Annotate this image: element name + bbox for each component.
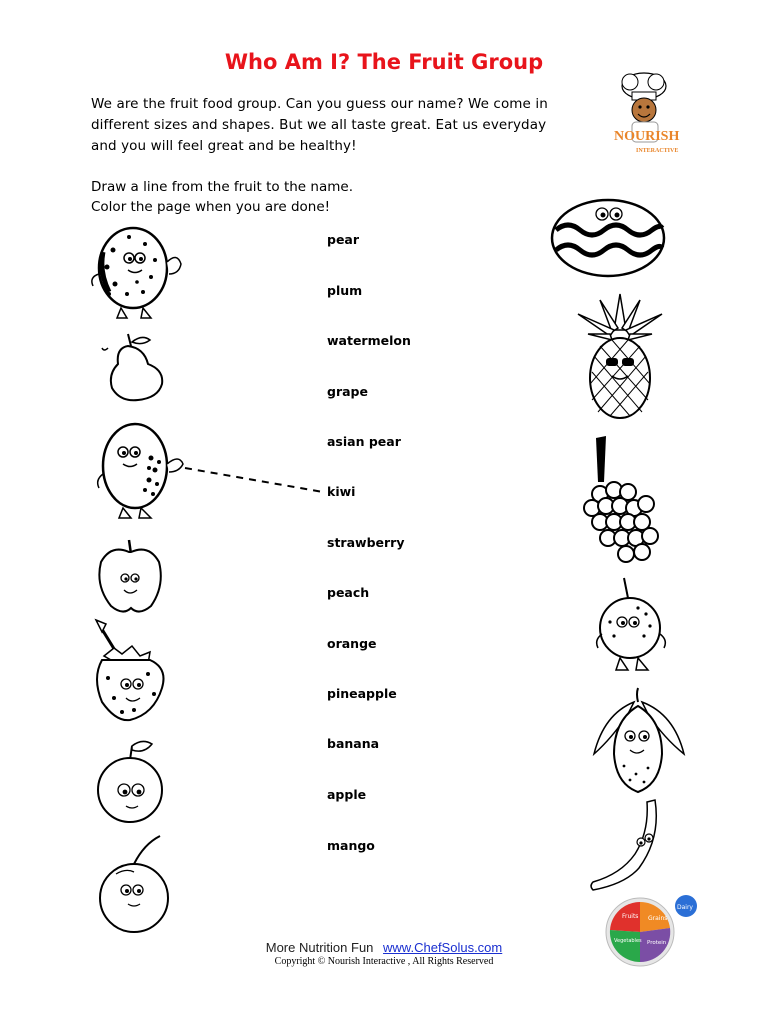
apple-drawing	[93, 536, 168, 618]
copyright: Copyright © Nourish Interactive , All Rights Reserved	[274, 956, 494, 967]
plate-protein-label: Protein	[647, 940, 667, 946]
fruit-name-grape[interactable]: grape	[327, 384, 368, 399]
plate-dairy-label: Dairy	[677, 904, 693, 911]
example-dashed-line	[183, 462, 325, 496]
watermelon-drawing	[548, 194, 668, 284]
fruit-name-orange[interactable]: orange	[327, 636, 377, 651]
fruit-name-peach[interactable]: peach	[327, 585, 370, 600]
fruit-name-apple[interactable]: apple	[327, 787, 367, 802]
footer-link[interactable]: www.ChefSolus.com	[383, 940, 503, 955]
orange-drawing	[594, 574, 678, 684]
plate-vegetables-label: Vegetables	[614, 938, 642, 944]
instructions	[91, 177, 511, 217]
grape-drawing	[580, 434, 665, 574]
footer-text: More Nutrition Fun	[265, 940, 374, 955]
intro-line: different sizes and shapes. But we all taste great. Eat us everyday	[91, 117, 547, 133]
logo-subtext: INTERACTIVE	[636, 148, 679, 154]
nourish-logo	[606, 70, 686, 160]
fruit-name-asian-pear[interactable]: asian pear	[327, 434, 401, 449]
peach-drawing	[92, 738, 172, 824]
pineapple-drawing	[570, 290, 670, 425]
pear-drawing	[98, 326, 173, 406]
plate-grains-label: Grains	[648, 915, 668, 922]
page-title: Who Am I? The Fruit Group	[224, 50, 544, 74]
plate-fruits-label: Fruits	[622, 913, 639, 920]
footer	[0, 940, 768, 955]
fruit-name-mango[interactable]: mango	[327, 838, 375, 853]
fruit-name-plum[interactable]: plum	[327, 283, 363, 298]
intro-paragraph	[91, 94, 591, 157]
fruit-name-pineapple[interactable]: pineapple	[327, 686, 397, 701]
intro-line: and you will feel great and be healthy!	[91, 138, 357, 154]
intro-line: We are the fruit food group. Can you guess our name? We come in	[91, 96, 548, 112]
instruction-line: Draw a line from the fruit to the name.	[91, 179, 353, 195]
asian-pear-drawing	[96, 830, 176, 934]
fruit-name-kiwi[interactable]: kiwi	[327, 484, 356, 499]
mango-drawing	[584, 684, 688, 800]
plum-drawing	[85, 222, 190, 322]
kiwi-drawing	[93, 418, 193, 528]
fruit-name-pear[interactable]: pear	[327, 232, 360, 247]
fruit-name-watermelon[interactable]: watermelon	[327, 333, 411, 348]
instruction-line: Color the page when you are done!	[91, 199, 331, 215]
fruit-name-strawberry[interactable]: strawberry	[327, 535, 405, 550]
strawberry-drawing	[88, 618, 173, 728]
fruit-name-banana[interactable]: banana	[327, 736, 380, 751]
banana-drawing	[585, 798, 675, 894]
logo-text: NOURISH	[614, 129, 680, 144]
